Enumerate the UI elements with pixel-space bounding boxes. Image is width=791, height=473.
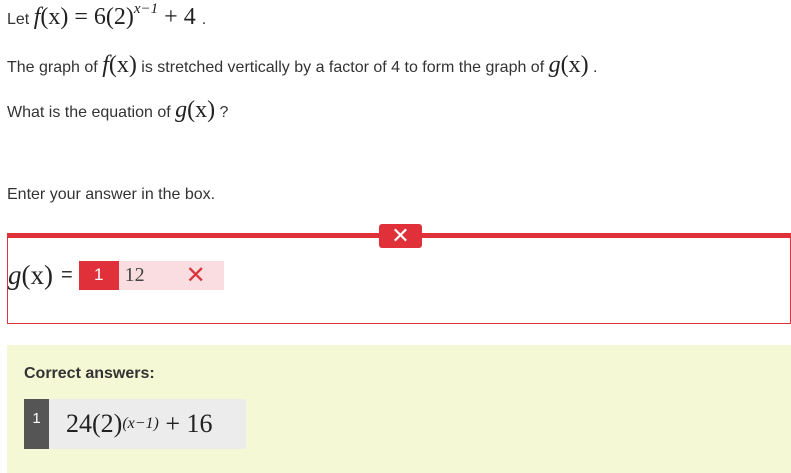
let-label: Let <box>7 11 30 28</box>
answer-row <box>8 257 224 293</box>
correct-answers-panel <box>7 345 791 473</box>
f-of-x-math: f(x) <box>102 52 137 78</box>
function-definition: Let $f(x) = 6(2)^{x-1} + 4$ . <box>7 1 207 30</box>
correct-answer-item <box>24 399 246 449</box>
question-prompt: What is the equation of g(x) ? <box>7 97 229 123</box>
response-input[interactable] <box>119 261 224 290</box>
incorrect-badge-icon: ✕ <box>379 224 422 248</box>
correct-answer-number: 1 <box>24 399 49 449</box>
equals-sign: = <box>60 263 73 286</box>
response-value: 12 <box>124 263 145 286</box>
response-number: 1 <box>79 261 119 290</box>
correct-answers-title: Correct answers: <box>24 365 155 382</box>
instruction-text: Enter your answer in the box. <box>7 186 216 203</box>
correct-answer-value: 24(2) (x−1) + 16 <box>49 399 246 449</box>
f-definition-math: $f(x) = 6(2)^{x-1} + 4$ <box>33 1 196 30</box>
transformation-statement: The graph of f(x) is stretched vertically by a factor of 4 to form the graph of g(x) . <box>7 52 598 78</box>
g-of-x-math: g(x) <box>175 97 216 123</box>
g-of-x-math: g(x) <box>548 52 589 78</box>
answer-lhs: g(x) <box>8 259 53 290</box>
incorrect-x-icon: ✕ <box>185 260 206 289</box>
